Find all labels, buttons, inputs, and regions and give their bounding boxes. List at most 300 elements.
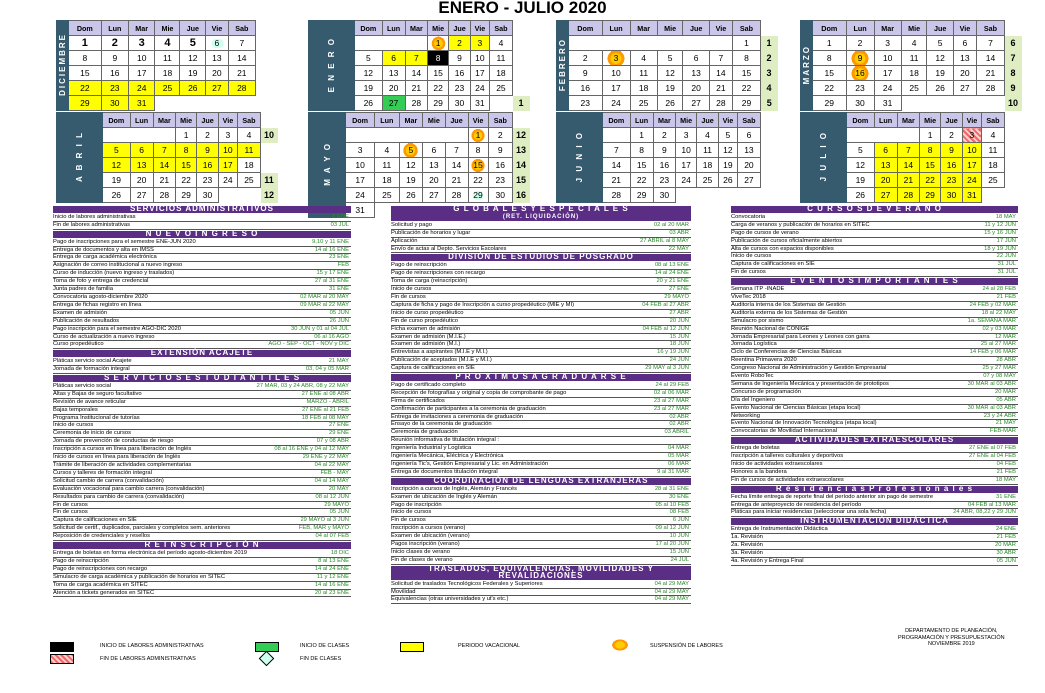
day-cell: 20 xyxy=(382,81,405,96)
row-label: Examen de admisión (M.I.E.) xyxy=(391,333,466,340)
row-date: 27 MAR, 03 y 24 ABR, 08 y 22 MAY xyxy=(256,382,349,389)
section-header-verano: C U R S O S D E V E R A N O xyxy=(731,206,1018,213)
row-date: 18 MAY xyxy=(995,213,1016,220)
day-cell: 12 xyxy=(847,158,875,173)
day-cell xyxy=(981,188,1004,203)
schedule-row xyxy=(391,310,691,318)
day-cell: 12 xyxy=(657,66,683,81)
day-cell: 1 xyxy=(468,128,488,143)
weekday-header: Mar xyxy=(874,21,901,36)
row-date: 14 al 24 ENE xyxy=(654,270,689,277)
row-label: Publicación de resultados xyxy=(53,317,120,324)
schedule-row xyxy=(391,429,691,437)
day-cell: 17 xyxy=(128,66,155,81)
row-date: 25 al 27 MAR xyxy=(980,341,1016,348)
day-cell: 14 xyxy=(976,51,1004,66)
day-cell: 24 xyxy=(218,173,237,188)
day-cell: 7 xyxy=(976,36,1004,51)
week-number: 10 xyxy=(1005,96,1022,111)
day-cell: 25 xyxy=(901,81,927,96)
day-cell: 21 xyxy=(897,173,919,188)
schedule-row xyxy=(53,550,351,558)
row-date: 14 al 16 ENE xyxy=(314,246,349,253)
schedule-row xyxy=(391,302,691,310)
day-cell: 30 xyxy=(449,96,471,111)
schedule-row xyxy=(391,230,691,238)
schedule-row xyxy=(53,517,351,525)
day-cell: 30 xyxy=(846,96,874,111)
schedule-row xyxy=(53,302,351,310)
week-number xyxy=(1005,21,1022,36)
month-label-march: MARZO xyxy=(801,21,813,111)
day-cell: 28 xyxy=(445,188,468,203)
day-cell: 11 xyxy=(489,51,512,66)
schedule-row xyxy=(53,502,351,510)
schedule-row xyxy=(731,494,1018,502)
row-label: Trámite de liberación de actividades complementarias xyxy=(53,462,192,468)
row-date: 22 MAY xyxy=(668,245,689,252)
schedule-row xyxy=(731,246,1018,254)
row-label: Pláticas servicio social xyxy=(53,382,111,389)
day-cell: 12 xyxy=(103,158,131,173)
day-cell: 29 xyxy=(732,96,760,111)
row-date: 04 al 29 MAY xyxy=(654,588,689,595)
section-header-eventos: E V E N T O S I M P O R T A N T E S xyxy=(731,278,1018,285)
day-cell: 19 xyxy=(399,173,423,188)
day-cell: 18 xyxy=(901,66,927,81)
row-date: 15 y 16 JUN xyxy=(984,229,1016,236)
row-label: Auditoría externa de los Sistemas de Gestión xyxy=(731,309,848,316)
row-date: 18 JUN xyxy=(669,341,689,348)
day-cell: 4 xyxy=(155,36,180,51)
row-date: MARZO - ABRIL xyxy=(306,398,349,405)
row-label: Simulacro por sismo xyxy=(731,317,784,324)
schedule-row xyxy=(731,445,1018,453)
day-cell: 25 xyxy=(155,81,180,96)
row-date: 31 ENE xyxy=(996,493,1016,500)
row-label: Publicación de horarios y lugar xyxy=(391,229,471,236)
day-cell: 27 xyxy=(683,96,709,111)
row-date: 24 ABR, 08,22 y 29 JUN xyxy=(953,509,1016,516)
row-date: 08 al 12 JUN xyxy=(315,493,349,500)
schedule-row xyxy=(53,318,351,326)
day-cell: 29 xyxy=(176,188,197,203)
day-cell: 13 xyxy=(206,51,228,66)
weekday-header: Vie xyxy=(470,21,489,36)
row-label: Fin de cursos xyxy=(391,293,426,300)
day-cell: 18 xyxy=(489,66,512,81)
day-cell: 23 xyxy=(197,173,219,188)
day-cell: 11 xyxy=(697,143,719,158)
day-cell: 21 xyxy=(603,173,631,188)
day-cell: 27 xyxy=(382,96,405,111)
schedule-row xyxy=(731,534,1018,542)
day-cell: 26 xyxy=(927,81,953,96)
day-cell: 18 xyxy=(981,158,1004,173)
day-cell: 2 xyxy=(846,36,874,51)
row-label: Carga de veranos y publicación de horarios en SITEC xyxy=(731,221,870,228)
day-cell: 10 xyxy=(128,51,155,66)
day-cell xyxy=(603,128,631,143)
month-label-february: FEBRERO xyxy=(557,21,569,111)
row-date: 21 MAY xyxy=(995,420,1016,427)
schedule-row xyxy=(391,238,691,246)
schedule-row xyxy=(53,470,351,478)
week-number: 15 xyxy=(513,173,530,188)
row-date: 25 y 27 MAR xyxy=(982,365,1016,372)
row-label: Entrega de anteproyecto de residencia del período xyxy=(731,501,862,508)
row-date: 26 JUN xyxy=(329,317,349,324)
day-cell: 29 xyxy=(468,188,488,203)
day-cell: 25 xyxy=(981,173,1004,188)
weekday-header: Jue xyxy=(449,21,471,36)
schedule-row xyxy=(391,390,691,398)
day-cell: 1 xyxy=(813,36,847,51)
row-date: 05 JUN xyxy=(329,509,349,516)
row-label: Entrega de documentos titulación integral xyxy=(391,468,498,475)
schedule-row xyxy=(53,358,351,366)
day-cell: 15 xyxy=(630,158,653,173)
weekday-header: Sab xyxy=(976,21,1004,36)
day-cell: 20 xyxy=(953,66,976,81)
day-cell: 9 xyxy=(488,143,512,158)
row-label: Toma de foto y entrega de credencial xyxy=(53,278,149,285)
row-date: 30 JUN y 01 al 04 JUL xyxy=(291,325,349,332)
row-label: Publicación de cursos oficialmente abiertos xyxy=(731,237,843,244)
row-date: 24 JUL xyxy=(670,556,689,563)
row-label: Ingeniería Tic's, Gestión Empresarial y Lic. en Administración xyxy=(391,461,549,467)
weekday-header: Jue xyxy=(683,21,709,36)
schedule-row xyxy=(53,454,351,462)
day-cell: 24 xyxy=(128,81,155,96)
weekday-header: Mar xyxy=(630,21,657,36)
row-label: Convocatorias de Movilidad Internacional xyxy=(731,428,838,435)
day-cell: 2 xyxy=(653,128,675,143)
row-date: 21 FEB xyxy=(996,468,1016,475)
week-number xyxy=(761,143,778,158)
weekday-header: Mie xyxy=(428,21,449,36)
day-cell: 5 xyxy=(657,51,683,66)
weekday-header: Lun xyxy=(375,113,399,128)
schedule-row xyxy=(391,445,691,453)
day-cell: 24 xyxy=(602,96,630,111)
weekday-header: Mar xyxy=(128,21,155,36)
row-label: Semana ITP -INADE xyxy=(731,286,785,293)
day-cell: 26 xyxy=(399,188,423,203)
day-cell: 6 xyxy=(683,51,709,66)
day-cell: 8 xyxy=(176,143,197,158)
row-label: Examen de admisión (M.I.) xyxy=(391,341,461,348)
legend-swatch-vacaciones xyxy=(400,642,424,652)
schedule-row xyxy=(731,238,1018,246)
row-date: 03 JUL xyxy=(330,221,349,228)
row-date: 02 ABR xyxy=(669,421,689,428)
row-label: Ciclo de Conferencias de Ciencias Básicas xyxy=(731,349,842,356)
day-cell xyxy=(737,188,760,203)
schedule-row xyxy=(391,494,691,502)
day-cell: 26 xyxy=(718,173,737,188)
week-number: 13 xyxy=(513,143,530,158)
row-label: Entrevistas a aspirantes (M.I.E y M.I.) xyxy=(391,349,488,356)
day-cell: 19 xyxy=(355,81,383,96)
row-date: 16 y 19 JUN xyxy=(657,349,689,356)
day-cell xyxy=(237,188,260,203)
row-label: Revisión de avance reticular xyxy=(53,398,126,405)
day-cell: 19 xyxy=(657,81,683,96)
day-cell: 16 xyxy=(449,66,471,81)
day-cell: 5 xyxy=(103,143,131,158)
week-number: 4 xyxy=(761,81,778,96)
day-cell: 21 xyxy=(709,81,732,96)
day-cell: 4 xyxy=(630,51,657,66)
weekday-header: Vie xyxy=(953,21,976,36)
schedule-row xyxy=(53,525,351,533)
day-cell: 24 xyxy=(874,81,901,96)
row-date xyxy=(689,437,691,444)
week-number: 7 xyxy=(1005,51,1022,66)
day-cell: 12 xyxy=(718,143,737,158)
schedule-row xyxy=(53,566,351,574)
day-cell xyxy=(382,36,405,51)
week-number: 10 xyxy=(261,128,278,143)
day-cell: 26 xyxy=(847,188,875,203)
schedule-row xyxy=(391,502,691,510)
day-cell: 14 xyxy=(897,158,919,173)
day-cell: 8 xyxy=(732,51,760,66)
schedule-row xyxy=(731,349,1018,357)
day-cell: 19 xyxy=(718,158,737,173)
day-cell: 4 xyxy=(237,128,260,143)
day-cell xyxy=(697,188,719,203)
week-number xyxy=(513,36,530,51)
day-cell: 30 xyxy=(101,96,128,111)
row-date: 04 FEB al 12 JUN xyxy=(642,325,689,332)
row-date: 06 al 16 AGO xyxy=(314,333,349,340)
day-cell: 2 xyxy=(569,51,603,66)
row-label: Inscripción a talleres culturales y deportivos xyxy=(731,453,844,460)
schedule-row xyxy=(53,494,351,502)
row-label: Pago de reinscripciones con recargo xyxy=(391,270,486,277)
weekday-header: Mie xyxy=(920,113,941,128)
day-cell: 9 xyxy=(653,143,675,158)
day-cell: 10 xyxy=(346,158,375,173)
row-date: FEB - MAY xyxy=(320,469,349,476)
row-date: 28 ABR xyxy=(996,357,1016,364)
schedule-row xyxy=(53,214,351,222)
legend-diamond-icon xyxy=(259,651,275,667)
row-label: Solicitud cambio de carrera (convalidación) xyxy=(53,477,164,484)
day-cell: 18 xyxy=(155,66,180,81)
row-label: Captura de calificaciones en SIE xyxy=(731,261,815,268)
schedule-row xyxy=(53,383,351,391)
schedule-row xyxy=(731,318,1018,326)
schedule-row xyxy=(391,414,691,422)
weekday-header: Jue xyxy=(180,21,206,36)
row-label: Entrega de carga académica electrónica xyxy=(53,254,157,261)
row-label: Aplicación xyxy=(391,237,418,244)
day-cell: 22 xyxy=(813,81,847,96)
row-date: 27 ENE al 04 FEB xyxy=(968,453,1016,460)
day-cell xyxy=(953,96,976,111)
day-cell: 1 xyxy=(428,36,449,51)
day-cell: 1 xyxy=(732,36,760,51)
legend: INICIO DE LABORES ADMINISTRATIVAS FIN DE LABORES ADMINISTRATIVAS INICIO DE CLASES FIN DE CLASES PERIODO VACACIONAL SUSPENSIÓN DE LABORES xyxy=(50,640,1040,690)
week-number xyxy=(1005,188,1022,203)
schedule-row xyxy=(391,596,691,604)
day-cell: 29 xyxy=(920,188,941,203)
row-date: 8 ENE xyxy=(332,213,349,220)
day-cell: 12 xyxy=(927,51,953,66)
row-label: Examen de ubicación (verano) xyxy=(391,533,470,540)
schedule-row xyxy=(731,357,1018,365)
day-cell: 3 xyxy=(346,143,375,158)
day-cell: 20 xyxy=(737,158,760,173)
row-date: 11 y 12 ENE xyxy=(316,573,349,580)
day-cell: 16 xyxy=(941,158,963,173)
week-number: 3 xyxy=(761,66,778,81)
schedule-row xyxy=(391,525,691,533)
calendar-may xyxy=(308,112,530,218)
schedule-row xyxy=(731,310,1018,318)
section-header-estudiantiles: S E R V I C I O S E S T U D I A N T I L E S xyxy=(53,375,351,382)
day-cell: 26 xyxy=(180,81,206,96)
weekday-header: Jue xyxy=(197,113,219,128)
row-date: 17 JUN xyxy=(996,237,1016,244)
day-cell xyxy=(375,128,399,143)
week-number xyxy=(513,113,530,128)
row-label: Confirmación de participantes a la ceremonia de graduación xyxy=(391,405,546,412)
schedule-row xyxy=(731,222,1018,230)
day-cell: 13 xyxy=(423,158,445,173)
weekday-header: Sab xyxy=(732,21,760,36)
row-label: Ingeniería Industrial y Logística xyxy=(391,445,472,452)
month-label-december: DICIEMBRE xyxy=(57,21,69,111)
weekday-header: Sab xyxy=(981,113,1004,128)
day-cell xyxy=(399,128,423,143)
row-date: 28 al 31 ENE xyxy=(654,485,689,492)
day-cell xyxy=(683,36,709,51)
week-number xyxy=(1005,113,1022,128)
schedule-row xyxy=(731,261,1018,269)
row-date: 30 MAR al 03 ABR xyxy=(967,380,1016,387)
row-label: 1a. Revisión xyxy=(731,534,763,541)
row-date: 29 ENE y 22 MAY xyxy=(302,454,349,461)
day-cell: 6 xyxy=(737,128,760,143)
day-cell: 17 xyxy=(602,81,630,96)
row-label: Honores a la bandera xyxy=(731,468,787,475)
day-cell: 10 xyxy=(470,51,489,66)
row-date: 09 al 12 JUN xyxy=(655,525,689,532)
weekday-header: Vie xyxy=(218,113,237,128)
day-cell: 8 xyxy=(630,143,653,158)
day-cell: 3 xyxy=(602,51,630,66)
week-number: 12 xyxy=(513,128,530,143)
weekday-header: Vie xyxy=(206,21,228,36)
row-date: 04 al 07 FEB xyxy=(315,533,349,540)
day-cell: 24 xyxy=(346,188,375,203)
day-cell xyxy=(155,96,180,111)
schedule-row xyxy=(53,278,351,286)
row-label: Entrega de documentos y alta en IMSS xyxy=(53,246,154,253)
schedule-row xyxy=(391,406,691,414)
row-date: 05 MAR xyxy=(668,453,689,460)
day-cell: 14 xyxy=(228,51,255,66)
day-cell: 26 xyxy=(657,96,683,111)
day-cell: 27 xyxy=(130,188,153,203)
day-cell: 1 xyxy=(69,36,102,51)
department-credit: DEPARTAMENTO DE PLANEACIÓN, PROGRAMACIÓN Y PRESUPUESTACIÓN NOVIEMBRE 2019 xyxy=(898,628,1005,647)
schedule-row xyxy=(53,239,351,247)
day-cell: 13 xyxy=(737,143,760,158)
day-cell: 31 xyxy=(874,96,901,111)
day-cell: 14 xyxy=(153,158,175,173)
row-label: Alta de cursos con espacios disponibles xyxy=(731,245,834,252)
row-date: 27 ENE al 08 ABR xyxy=(301,390,349,397)
row-date: 06 MAR xyxy=(668,461,689,467)
row-date: 18 FEB al 08 MAY xyxy=(301,414,349,421)
row-label: Toma de carga (reinscripción) xyxy=(391,278,468,285)
legend-swatch-fin-labores xyxy=(50,654,74,664)
row-label: Examen de admisión xyxy=(53,309,108,316)
day-cell: 29 xyxy=(69,96,102,111)
schedule-row xyxy=(53,509,351,517)
section-header-nuevo: N U E V O I N G R E S O xyxy=(53,231,351,238)
week-number xyxy=(261,158,278,173)
day-cell: 21 xyxy=(153,173,175,188)
day-cell: 30 xyxy=(941,188,963,203)
section-header-reinscripcion: R E I N S C R I P C I Ó N xyxy=(53,542,351,549)
day-cell: 5 xyxy=(718,128,737,143)
day-cell: 23 xyxy=(941,173,963,188)
row-date: 29 MAYO xyxy=(324,501,349,508)
schedule-row xyxy=(731,453,1018,461)
row-date: 20 MAY xyxy=(328,485,349,492)
day-cell: 18 xyxy=(375,173,399,188)
week-number xyxy=(513,21,530,36)
day-cell: 9 xyxy=(941,143,963,158)
row-date: 03 ABR xyxy=(669,229,689,236)
day-cell xyxy=(153,128,175,143)
row-date: 04 MAR xyxy=(668,445,689,452)
row-label: Pago de inscripciones para el semestre ENE-JUN 2020 xyxy=(53,238,196,245)
day-cell: 3 xyxy=(676,128,697,143)
day-cell: 22 xyxy=(69,81,102,96)
section-header-posgrado: DIVISIÓN DE ESTUDIOS DE POSGRADO xyxy=(391,254,691,261)
day-cell xyxy=(103,128,131,143)
row-label: Evento Nacional de Ciencias Básicas (etapa local) xyxy=(731,404,861,411)
schedule-row xyxy=(53,254,351,262)
schedule-row xyxy=(731,558,1018,566)
weekday-header: Mie xyxy=(676,113,697,128)
day-cell: 2 xyxy=(101,36,128,51)
day-cell: 2 xyxy=(488,128,512,143)
row-label: Pláticas para iniciar residencias (seleccionar una sola fecha) xyxy=(731,509,887,516)
schedule-row xyxy=(731,302,1018,310)
day-cell: 13 xyxy=(953,51,976,66)
schedule-row xyxy=(391,294,691,302)
weekday-header: Mar xyxy=(897,113,919,128)
day-cell: 20 xyxy=(130,173,153,188)
row-label: Convocatoria agosto-diciembre 2020 xyxy=(53,293,148,300)
weekday-header: Mar xyxy=(405,21,427,36)
row-label: Pláticas servicio social Acajete xyxy=(53,358,132,365)
row-label: Fin de curso propedéutico xyxy=(391,317,459,324)
schedule-row xyxy=(391,437,691,445)
row-label: Ingeniería Mecánica, Eléctrica y Electrónica xyxy=(391,453,504,460)
row-date: 05 al 10 FEB xyxy=(655,501,689,508)
row-label: Jornada de formación integral xyxy=(53,366,130,373)
row-label: Networking xyxy=(731,412,760,419)
